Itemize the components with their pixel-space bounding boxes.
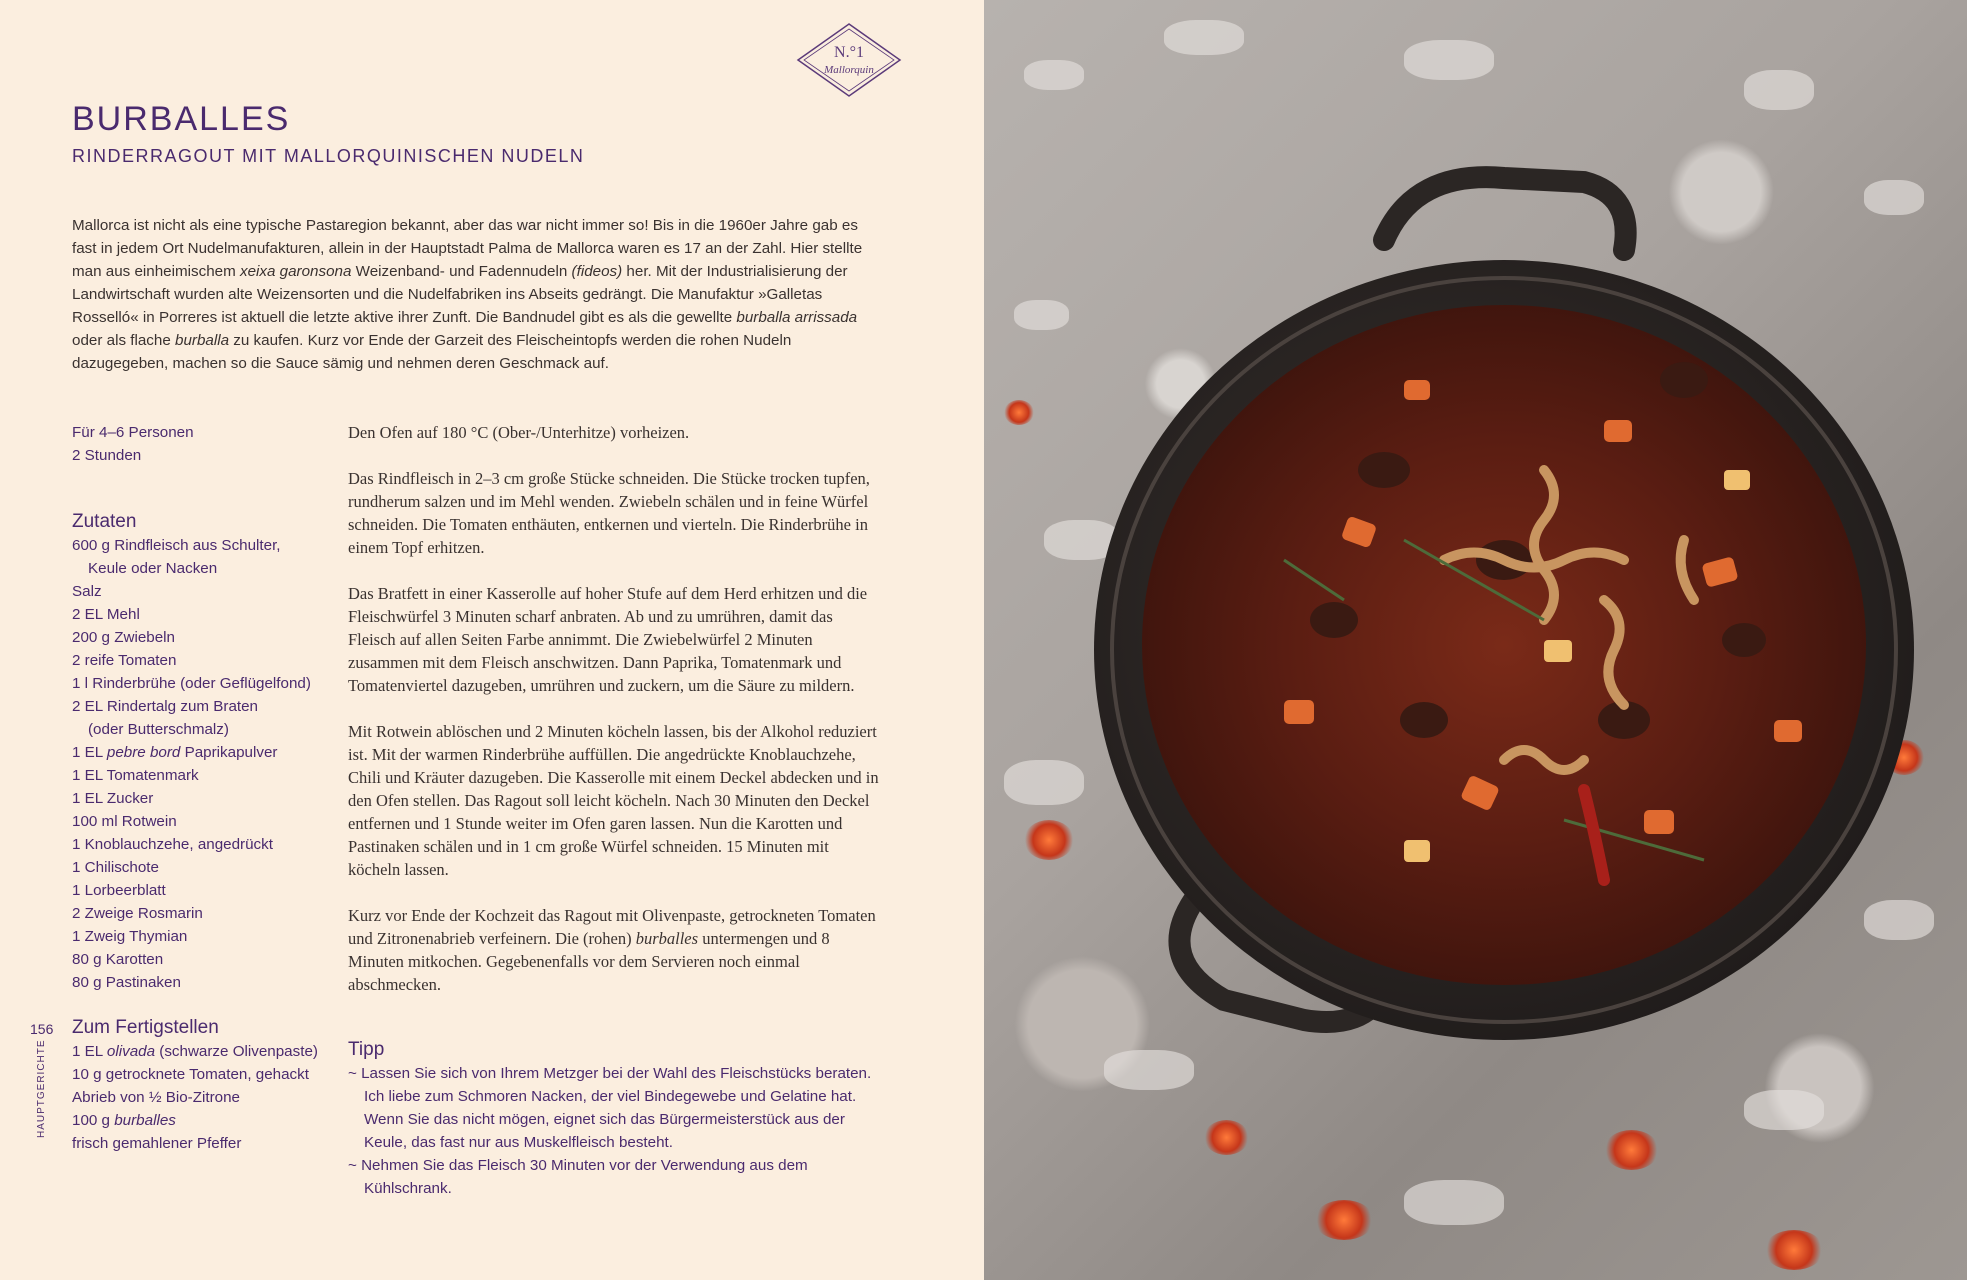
ingredient-item: 200 g Zwiebeln	[72, 629, 176, 646]
method-step	[348, 904, 880, 996]
tip-heading: Tipp	[348, 1039, 385, 1060]
method-steps	[348, 421, 880, 1019]
finishing-text: (schwarze Olivenpaste)	[155, 1043, 318, 1060]
ingredients-list	[72, 534, 342, 994]
ingredient-item: 1 Lorbeerblatt	[72, 882, 166, 899]
tip-section	[348, 1038, 880, 1200]
finishing-item: frisch gemahlener Pfeffer	[72, 1135, 242, 1152]
intro-text: her. Mit der Industrialisierung der Landwirtschaft wurden alte Weizensorten und die Nudelfabriken ins Abseits gedrängt. Die Manufaktur »Galletas Rosselló« in Porreres ist aktuell die letzte aktive ihrer Zunft. Die Bandnudel gibt es als die gewellte	[72, 263, 848, 326]
tip-list	[348, 1062, 880, 1200]
emblem-badge	[796, 22, 902, 98]
servings: Für 4–6 Personen	[72, 424, 194, 441]
emblem-label: Mallorquin	[824, 64, 874, 76]
ingredient-item: 1 Knoblauchzehe, angedrückt	[72, 836, 273, 853]
ingredient-item: 100 ml Rotwein	[72, 813, 177, 830]
ingredient-item: (oder Butterschmalz)	[88, 721, 229, 738]
method-text: Kurz vor Ende der Kochzeit das Ragout mit Olivenpaste, getrockneten Tomaten und Zitronenabrieb verfeinern. Die (rohen)	[348, 906, 876, 948]
ingredient-item: 1 Zweig Thymian	[72, 928, 188, 945]
ingredient-italic: pebre bord	[106, 744, 181, 761]
ingredient-item: 80 g Karotten	[72, 951, 164, 968]
page-number: 156	[30, 1021, 54, 1037]
ingredient-item: 1 Chilischote	[72, 859, 159, 876]
ingredient-item: 600 g Rindfleisch aus Schulter,	[72, 537, 281, 554]
recipe-title: BURBALLES	[72, 100, 291, 138]
ingredient-item: 1 EL Zucker	[72, 790, 154, 807]
emblem-number: N.°1	[834, 44, 864, 61]
ingredient-item: 80 g Pastinaken	[72, 974, 181, 991]
intro-text: Weizenband- und Fadennudeln	[351, 263, 572, 280]
finishing-italic: olivada	[106, 1043, 156, 1060]
cooking-time: 2 Stunden	[72, 447, 142, 464]
finishing-item	[72, 1040, 342, 1063]
ingredient-item: Keule oder Nacken	[88, 560, 218, 577]
method-text: untermengen und 8 Minuten mitkochen. Gegebenenfalls vor dem Servieren noch einmal abschmecken.	[348, 929, 830, 994]
intro-paragraph	[72, 214, 872, 375]
ingredients-section	[72, 510, 342, 994]
ingredient-item: 2 EL Rindertalg zum Braten	[72, 698, 259, 715]
section-label: HAUPTGERICHTE	[36, 1039, 47, 1138]
intro-italic: burballa	[175, 332, 230, 349]
ingredient-text: Paprikapulver	[180, 744, 278, 761]
recipe-meta	[72, 421, 342, 467]
ingredient-item: 2 Zweige Rosmarin	[72, 905, 203, 922]
intro-italic: xeixa garonsona	[239, 263, 352, 280]
ingredient-item: 2 EL Mehl	[72, 606, 140, 623]
finishing-heading: Zum Fertigstellen	[72, 1017, 219, 1038]
ingredient-item: Salz	[72, 583, 102, 600]
finishing-list	[72, 1040, 342, 1155]
tip-item: ~ Nehmen Sie das Fleisch 30 Minuten vor der Verwendung aus dem Kühlschrank.	[348, 1157, 808, 1197]
method-step: Den Ofen auf 180 °C (Ober-/Unterhitze) vorheizen.	[348, 423, 690, 442]
intro-text: zu kaufen. Kurz vor Ende der Garzeit des Fleischeintopfs werden die rohen Nudeln dazugegeben, machen so die Sauce sämig und nehmen deren Geschmack auf.	[72, 332, 792, 372]
ingredient-text: 1 EL	[72, 744, 107, 761]
ingredient-item: 2 reife Tomaten	[72, 652, 177, 669]
recipe-subtitle: RINDERRAGOUT MIT MALLORQUINISCHEN NUDELN	[72, 146, 585, 166]
method-italic: burballes	[635, 929, 699, 948]
finishing-item	[72, 1109, 342, 1132]
intro-italic: (fideos)	[571, 263, 623, 280]
method-step: Das Bratfett in einer Kasserolle auf hoher Stufe auf dem Herd erhitzen und die Fleischwürfel 3 Minuten scharf anbraten. Ab und zu umrühren, damit das Fleisch auf allen Seiten Farbe annimmt. Die Zwiebelwürfel 2 Minuten zusammen mit dem Fleisch anschwitzen. Dann Paprika, Tomatenmark und Tomatenviertel dazugeben, umrühren und zuckern, um die Säure zu mildern.	[348, 584, 868, 695]
finishing-text: 100 g	[72, 1112, 115, 1129]
intro-italic: burballa arrissada	[736, 309, 858, 326]
ingredient-item: 1 EL Tomatenmark	[72, 767, 199, 784]
intro-text: oder als flache	[72, 332, 175, 349]
dutch-oven-illustration	[984, 0, 1967, 1280]
finishing-item: Abrieb von ½ Bio-Zitrone	[72, 1089, 240, 1106]
ingredient-item	[72, 741, 342, 764]
finishing-item: 10 g getrocknete Tomaten, gehackt	[72, 1066, 309, 1083]
tip-item: ~ Lassen Sie sich von Ihrem Metzger bei der Wahl des Fleischstücks beraten. Ich liebe zum Schmoren Nacken, der viel Bindegewebe und Gelatine hat. Wenn Sie das nicht mögen, eignet sich das Bürgermeisterstück aus der Keule, das fast nur aus Muskelfleisch besteht.	[348, 1065, 872, 1151]
method-step: Das Rindfleisch in 2–3 cm große Stücke schneiden. Die Stücke trocken tupfen, rundherum salzen und im Mehl wenden. Zwiebeln schälen und in feine Würfel schneiden. Die Tomaten enthäuten, entkernen und vierteln. Die Rinderbrühe in einem Topf erhitzen.	[348, 469, 870, 557]
ingredient-item: 1 l Rinderbrühe (oder Geflügelfond)	[72, 675, 311, 692]
stew-photo	[984, 0, 1967, 1280]
finishing-italic: burballes	[114, 1112, 176, 1129]
method-step: Mit Rotwein ablöschen und 2 Minuten köcheln lassen, bis der Alkohol reduziert ist. Mit der warmen Rinderbrühe auffüllen. Die angedrückte Knoblauchzehe, Chili und Kräuter dazugeben. Die Kasserolle mit einem Deckel abdecken und in den Ofen stellen. Das Ragout soll leicht köcheln. Nach 30 Minuten den Deckel entfernen und 1 Stunde weiter im Ofen garen lassen. Nun die Karotten und Pastinaken schälen und in 1 cm große Würfel schneiden. 15 Minuten mit köcheln lassen.	[348, 722, 879, 879]
finishing-text: 1 EL	[72, 1043, 107, 1060]
finishing-section	[72, 1016, 342, 1155]
ingredients-heading: Zutaten	[72, 511, 137, 532]
intro-text: Mallorca ist nicht als eine typische Pastaregion bekannt, aber das war nicht immer so! Bis in die 1960er Jahre gab es fast in jedem Ort Nudelmanufakturen, allein in der Hauptstadt Palma de Mallorca waren es 17 an der Zahl. Hier stellte man aus einheimischem	[72, 217, 863, 280]
